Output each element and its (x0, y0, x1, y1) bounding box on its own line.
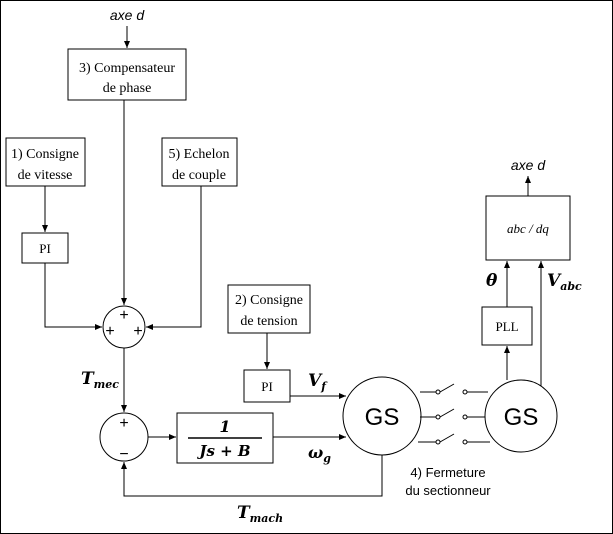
summing-junction-bottom (100, 413, 148, 463)
summer-top-sign-left: + (105, 323, 115, 340)
t-mec-label: $T_{mec}$ (81, 369, 119, 391)
consigne-vitesse-block (6, 138, 85, 186)
compensateur-block (68, 49, 186, 100)
axe-d-top-label: axe d (109, 7, 145, 23)
summer-bottom-sign-bottom: − (119, 446, 129, 463)
pi-speed-label: PI (39, 241, 51, 256)
summer-top-sign-right: + (133, 323, 143, 340)
gs-left-machine (343, 377, 421, 455)
fermeture-label-line2: du sectionneur (405, 483, 491, 498)
consigne-tension-block (228, 285, 310, 333)
axe-d-right-label: axe d (510, 157, 546, 173)
abc-dq-block (486, 196, 570, 260)
compensateur-label-line2: de phase (102, 81, 152, 96)
gs-right-machine (485, 380, 557, 452)
consigne-vitesse-label-line2: de vitesse (17, 168, 73, 183)
transfer-numerator: 1 (219, 417, 231, 436)
consigne-tension-label-line1: 2) Consigne (234, 293, 304, 308)
fermeture-label-line1: 4) Fermeture (410, 465, 486, 480)
transfer-function-block (177, 413, 273, 463)
consigne-tension-label-line2: de tension (240, 314, 298, 329)
summing-junction-top (103, 306, 145, 348)
t-mach-label: $T_{mach}$ (237, 503, 284, 525)
gs-left-label: GS (364, 404, 400, 431)
compensateur-label-line1: 3) Compensateur (78, 61, 176, 76)
theta-label: θ (486, 271, 498, 291)
omega-g-label: $\omega_g$ (308, 443, 331, 465)
summer-top-sign-top: + (119, 307, 129, 324)
transfer-denominator: Js + B (199, 442, 251, 460)
echelon-label-line2: de couple (171, 168, 227, 183)
wire-pi-to-summer (45, 263, 102, 327)
abc-dq-label: abc / dq (507, 221, 549, 236)
wire-echelon-to-summer (146, 186, 201, 327)
v-abc-label: $V_{abc}$ (547, 271, 582, 293)
pi-voltage-label: PI (261, 379, 273, 394)
pll-block (482, 307, 532, 345)
pll-label: PLL (495, 319, 519, 334)
summer-bottom-sign-top: + (119, 415, 129, 432)
echelon-block (162, 138, 237, 186)
sectionneur-switches (418, 384, 490, 444)
echelon-label-line1: 5) Echelon (168, 147, 230, 162)
consigne-vitesse-label-line1: 1) Consigne (10, 147, 80, 162)
pi-speed-block (22, 233, 68, 263)
gs-right-label: GS (503, 404, 539, 431)
pi-voltage-block (244, 370, 290, 402)
v-f-label: $V_f$ (308, 371, 326, 393)
